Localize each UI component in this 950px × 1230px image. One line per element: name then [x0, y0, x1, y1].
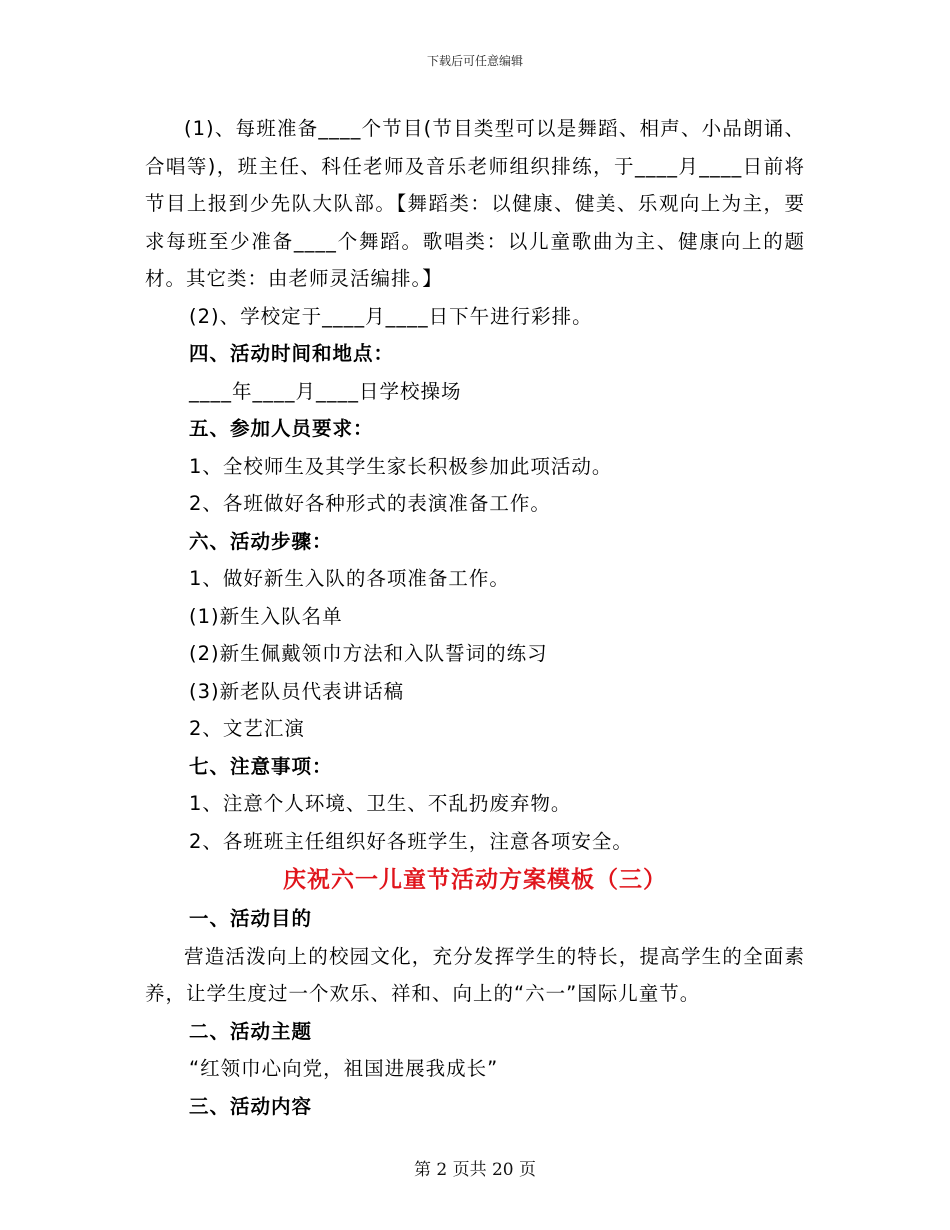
paragraph-note-2: 2、各班班主任组织好各班学生，注意各项安全。: [189, 829, 633, 853]
paragraph-purpose: 营造活泼向上的校园文化，充分发挥学生的特长，提高学生的全面素养，让学生度过一个欢乐、祥和、向上的“六一”国际儿童节。: [145, 944, 805, 1005]
heading-notes: 七、注意事项：: [189, 754, 333, 778]
paragraph-step-1-a: (1)新生入队名单: [189, 604, 343, 628]
heading-content: 三、活动内容: [189, 1094, 313, 1118]
heading-theme: 二、活动主题: [189, 1019, 313, 1043]
paragraph-program-prep: (1)、每班准备____个节目(节目类型可以是舞蹈、相声、小品朗诵、合唱等)，班主任、科任老师及音乐老师组织排练，于____月____日前将节目上报到少先队大队部。【舞蹈类：以健康、健美、乐观向上为主，要求每班至少准备____个舞蹈。歌唱类：以儿童歌曲为主、健康向上的题材。其它类：由老师灵活编排。】: [145, 117, 805, 290]
heading-steps: 六、活动步骤：: [189, 529, 333, 553]
paragraph-date-location: ____年____月____日学校操场: [189, 379, 462, 403]
paragraph-step-1: 1、做好新生入队的各项准备工作。: [189, 567, 510, 590]
paragraph-theme: “红领巾心向党，祖国进展我成长”: [189, 1057, 499, 1080]
paragraph-participants-1: 1、全校师生及其学生家长积极参加此项活动。: [189, 454, 613, 478]
heading-purpose: 一、活动目的: [189, 907, 313, 930]
paragraph-rehearsal: (2)、学校定于____月____日下午进行彩排。: [189, 304, 593, 328]
heading-participants: 五、参加人员要求：: [189, 417, 374, 440]
paragraph-step-2: 2、文艺汇演: [189, 717, 305, 740]
paragraph-participants-2: 2、各班做好各种形式的表演准备工作。: [189, 492, 551, 515]
paragraph-step-1-c: (3)新老队员代表讲话稿: [189, 679, 405, 703]
document-body: [145, 110, 805, 1125]
paragraph-note-1: 1、注意个人环境、卫生、不乱扔废弃物。: [189, 792, 572, 815]
heading-time-place: 四、活动时间和地点：: [189, 342, 395, 365]
paragraph-step-1-b: (2)新生佩戴领巾方法和入队誓词的练习: [189, 642, 548, 665]
page-header: 下载后可任意编辑: [426, 54, 523, 68]
page-footer: 第 2 页共 20 页: [413, 1160, 537, 1180]
section-title-three: 庆祝六一儿童节活动方案模板（三）: [283, 867, 667, 893]
